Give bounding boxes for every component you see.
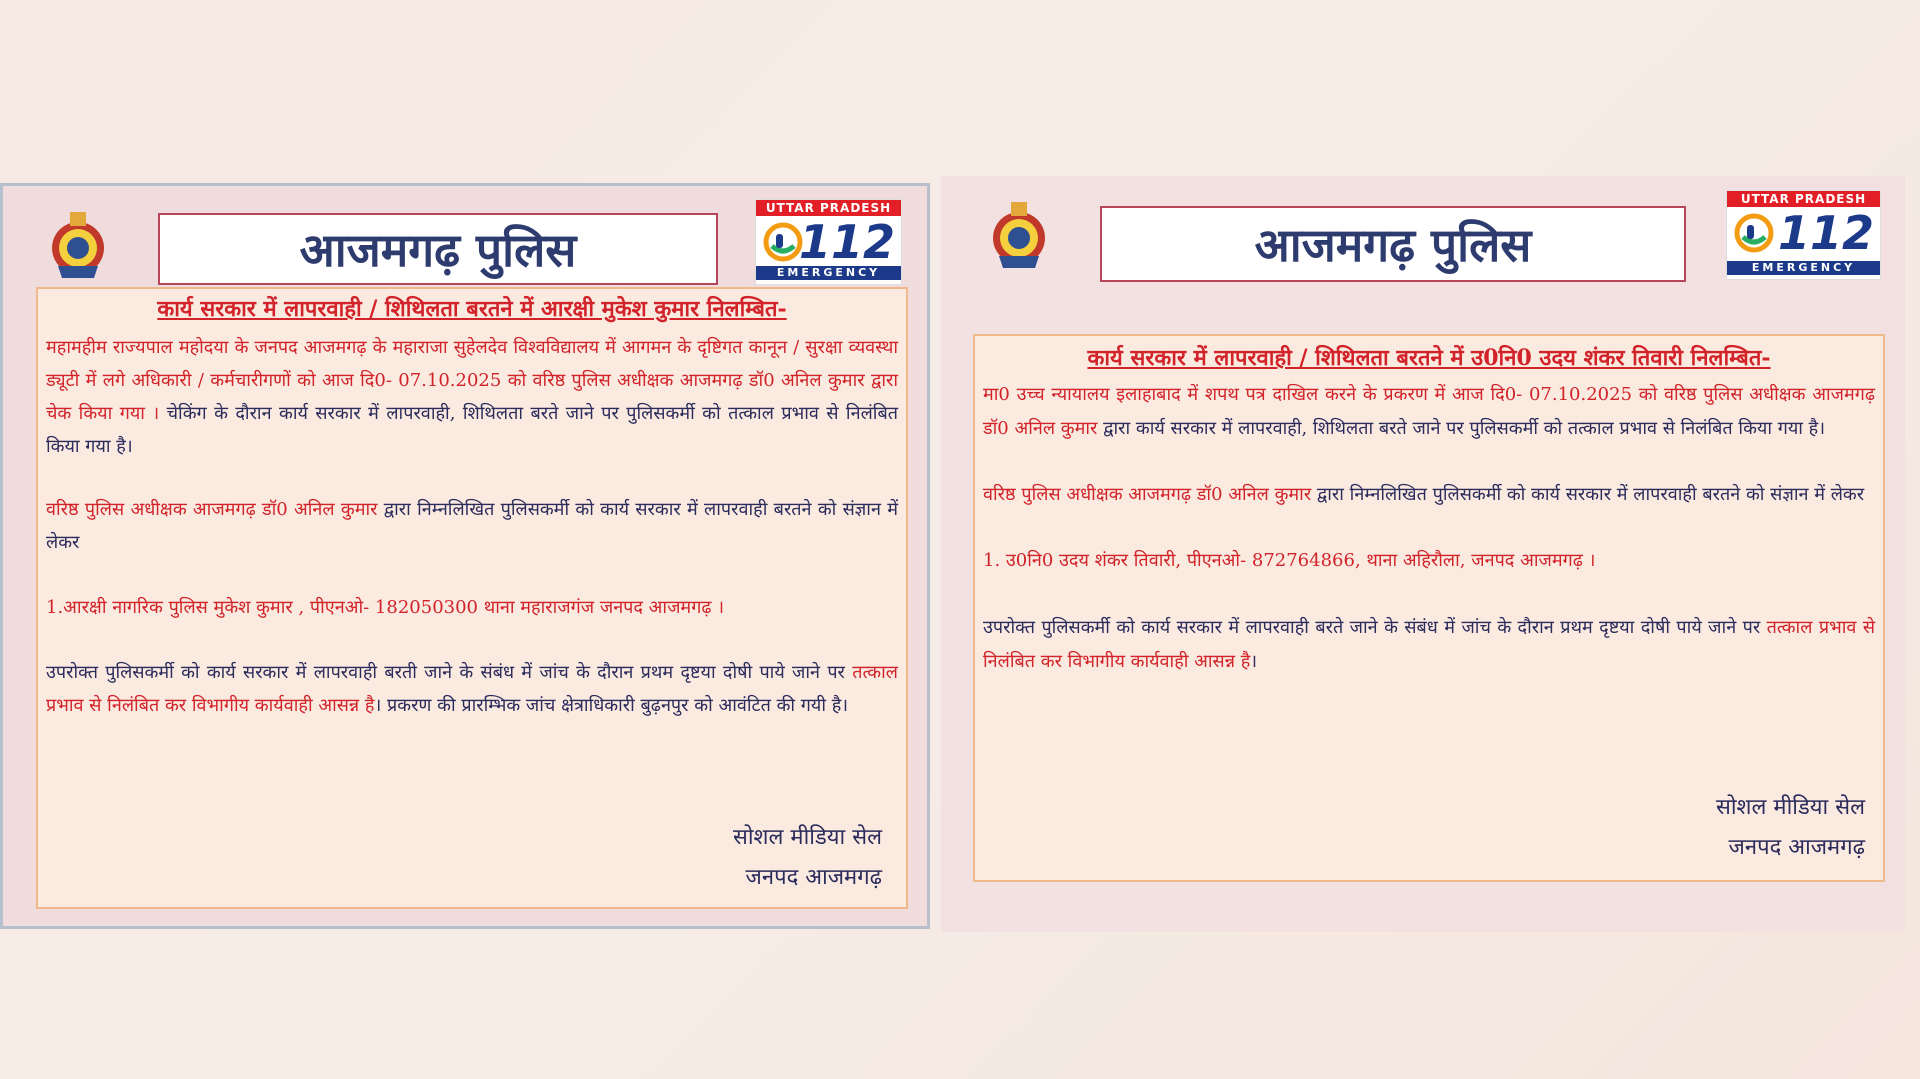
emergency-112-badge [1726,190,1881,280]
notice-paragraph-4: उपरोक्त पुलिसकर्मी को कार्य सरकार में लापरवाही बरते जाने के संबंध में जांच के दौरान प्रथम दृष्टया दोषी पाये जाने पर तत्काल प्रभाव से निलंबित कर विभागीय कार्यवाही आसन्न है। [983,617,1875,672]
signature-block [733,818,882,898]
badge-number: 112 [1777,206,1874,260]
up-police-emblem-icon [38,204,118,284]
badge-bottom-text: EMERGENCY [756,266,901,280]
emergency-112-badge [755,199,902,285]
phone-icon [1733,213,1775,253]
signature-line-2: जनपद आजमगढ़ [1728,835,1865,860]
badge-top-text: UTTAR PRADESH [1727,191,1880,207]
notice-paragraph-3: 1. उ0नि0 उदय शंकर तिवारी, पीएनओ- 872764866, थाना अहिरौला, जनपद आजमगढ़ । [983,550,1596,571]
notice-paragraph-1: महामहीम राज्यपाल महोदया के जनपद आजमगढ़ के महाराजा सुहेलदेव विश्वविद्यालय में आगमन के दृष्टिगत कानून / सुरक्षा व्यवस्था ड्यूटी में लगे अधिकारी / कर्मचारीगणों को आज दि0- 07.10.2025 को वरिष्ठ पुलिस अधीक्षक आजमगढ़ डॉ0 अनिल कुमार द्वारा चेक किया गया । चेकिंग के दौरान कार्य सरकार में लापरवाही, शिथिलता बरते जाने पर पुलिसकर्मी को तत्काल प्रभाव से निलंबित किया गया है। [46,337,898,457]
notice-heading: कार्य सरकार में लापरवाही / शिथिलता बरतने में आरक्षी मुकेश कुमार निलम्बित- [157,296,787,322]
notice-paragraph-3: 1.आरक्षी नागरिक पुलिस मुकेश कुमार , पीएनओ- 182050300 थाना महाराजगंज जनपद आजमगढ़ । [46,597,725,618]
press-note-card-left [0,183,930,929]
notice-body [36,287,908,909]
press-note-card-right [941,176,1905,932]
up-police-emblem-icon [979,194,1059,274]
signature-line-1: सोशल मीडिया सेल [1715,795,1865,820]
signature-line-1: सोशल मीडिया सेल [732,825,882,850]
page-title: आजमगढ़ पुलिस [158,213,718,285]
badge-number: 112 [798,215,895,269]
notice-heading: कार्य सरकार में लापरवाही / शिथिलता बरतने में उ0नि0 उदय शंकर तिवारी निलम्बित- [1087,345,1771,371]
signature-line-2: जनपद आजमगढ़ [745,865,882,890]
badge-top-text: UTTAR PRADESH [756,200,901,216]
notice-paragraph-4: उपरोक्त पुलिसकर्मी को कार्य सरकार में लापरवाही बरती जाने के संबंध में जांच के दौरान प्रथम दृष्टया दोषी पाये जाने पर तत्काल प्रभाव से निलंबित कर विभागीय कार्यवाही आसन्न है। प्रकरण की प्रारम्भिक जांच क्षेत्राधिकारी बुढ़नपुर को आवंटित की गयी है। [46,662,898,716]
notice-paragraph-2: वरिष्ठ पुलिस अधीक्षक आजमगढ़ डॉ0 अनिल कुमार द्वारा निम्नलिखित पुलिसकर्मी को कार्य सरकार में लापरवाही बरतने को संज्ञान में लेकर [983,484,1865,505]
page-title: आजमगढ़ पुलिस [1100,206,1686,282]
notice-paragraph-1: मा0 उच्च न्यायालय इलाहाबाद में शपथ पत्र दाखिल करने के प्रकरण में आज दि0- 07.10.2025 को वरिष्ठ पुलिस अधीक्षक आजमगढ़ डॉ0 अनिल कुमार द्वारा कार्य सरकार में लापरवाही, शिथिलता बरते जाने पर पुलिसकर्मी को तत्काल प्रभाव से निलंबित किया गया है। [983,384,1875,439]
badge-bottom-text: EMERGENCY [1727,261,1880,275]
notice-paragraph-2: वरिष्ठ पुलिस अधीक्षक आजमगढ़ डॉ0 अनिल कुमार द्वारा निम्नलिखित पुलिसकर्मी को कार्य सरकार में लापरवाही बरतने को संज्ञान में लेकर [46,499,898,553]
signature-block [1716,788,1865,868]
phone-icon [762,222,804,262]
